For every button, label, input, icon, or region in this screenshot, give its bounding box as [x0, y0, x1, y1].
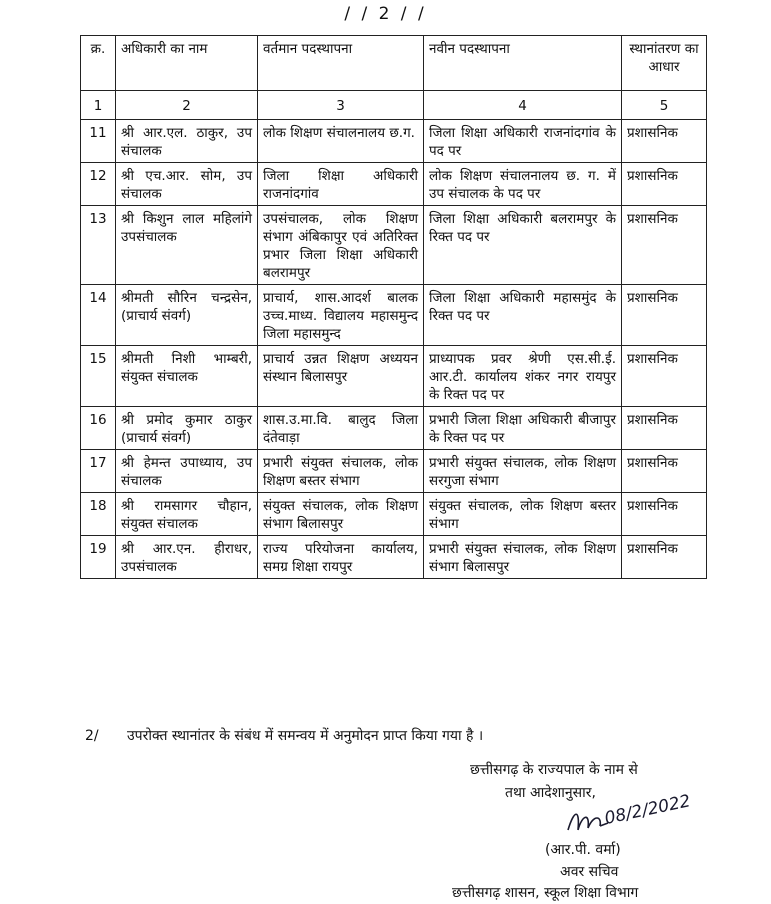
serial-cell: 15 — [81, 346, 116, 407]
signature-date: 08/2/2022 — [602, 791, 693, 829]
officer-name-cell: श्रीमती निशी भाम्बरी, संयुक्त संचालक — [116, 346, 258, 407]
current-posting-cell: लोक शिक्षण संचालनालय छ.ग. — [258, 120, 424, 163]
new-posting-cell: जिला शिक्षा अधिकारी बलरामपुर के रिक्त पद पर — [424, 206, 622, 285]
signature-line-1: छत्तीसगढ़ के राज्यपाल के नाम से — [470, 762, 638, 778]
transfer-basis-cell: प्रशासनिक — [622, 493, 707, 536]
table-row — [81, 493, 707, 536]
officer-name-cell: श्री हेमन्त उपाध्याय, उप संचालक — [116, 450, 258, 493]
officer-name-cell: श्री एच.आर. सोम, उप संचालक — [116, 163, 258, 206]
serial-cell: 18 — [81, 493, 116, 536]
signatory-department: छत्तीसगढ़ शासन, स्कूल शिक्षा विभाग — [452, 885, 639, 901]
transfer-basis-cell: प्रशासनिक — [622, 163, 707, 206]
new-posting-cell: प्रभारी संयुक्त संचालक, लोक शिक्षण संभाग बिलासपुर — [424, 536, 622, 579]
officer-name-cell: श्रीमती सौरिन चन्द्रसेन, (प्राचार्य संवर्ग) — [116, 285, 258, 346]
current-posting-cell: उपसंचालक, लोक शिक्षण संभाग अंबिकापुर एवं अतिरिक्त प्रभार जिला शिक्षा अधिकारी बलरामपुर — [258, 206, 424, 285]
current-posting-cell: जिला शिक्षा अधिकारी राजनांदगांव — [258, 163, 424, 206]
column-number: 4 — [424, 91, 622, 120]
officer-name-cell: श्री रामसागर चौहान, संयुक्त संचालक — [116, 493, 258, 536]
closing-text: उपरोक्त स्थानांतर के संबंध में समन्वय में अनुमोदन प्राप्त किया गया है । — [127, 728, 484, 744]
serial-cell: 17 — [81, 450, 116, 493]
transfer-basis-cell: प्रशासनिक — [622, 407, 707, 450]
transfer-basis-cell: प्रशासनिक — [622, 120, 707, 163]
new-posting-cell: लोक शिक्षण संचालनालय छ. ग. में उप संचालक के पद पर — [424, 163, 622, 206]
page-number: / / 2 / / — [344, 4, 427, 24]
column-number: 1 — [81, 91, 116, 120]
transfer-basis-cell: प्रशासनिक — [622, 536, 707, 579]
new-posting-cell: प्राध्यापक प्रवर श्रेणी एस.सी.ई. आर.टी. कार्यालय शंकर नगर रायपुर के रिक्त पद पर — [424, 346, 622, 407]
officer-name-cell: श्री किशुन लाल महिलांगे उपसंचालक — [116, 206, 258, 285]
officer-name-cell: श्री आर.एन. हीराधर, उपसंचालक — [116, 536, 258, 579]
transfer-basis-cell: प्रशासनिक — [622, 285, 707, 346]
table-header-row — [81, 36, 707, 91]
column-number-row — [81, 91, 707, 120]
table-row — [81, 163, 707, 206]
serial-cell: 11 — [81, 120, 116, 163]
serial-cell: 13 — [81, 206, 116, 285]
table-row — [81, 346, 707, 407]
paragraph-number: 2/ — [85, 728, 99, 744]
header-officer-name: अधिकारी का नाम — [116, 36, 258, 91]
new-posting-cell: संयुक्त संचालक, लोक शिक्षण बस्तर संभाग — [424, 493, 622, 536]
current-posting-cell: प्राचार्य, शास.आदर्श बालक उच्च.माध्य. विद्यालय महासमुन्द जिला महासमुन्द — [258, 285, 424, 346]
new-posting-cell: प्रभारी जिला शिक्षा अधिकारी बीजापुर के रिक्त पद पर — [424, 407, 622, 450]
current-posting-cell: संयुक्त संचालक, लोक शिक्षण संभाग बिलासपुर — [258, 493, 424, 536]
header-new-posting: नवीन पदस्थापना — [424, 36, 622, 91]
signatory-name: (आर.पी. वर्मा) — [545, 842, 621, 858]
serial-cell: 16 — [81, 407, 116, 450]
table-row — [81, 450, 707, 493]
table-row — [81, 206, 707, 285]
new-posting-cell: जिला शिक्षा अधिकारी राजनांदगांव के पद पर — [424, 120, 622, 163]
table-row — [81, 120, 707, 163]
serial-cell: 12 — [81, 163, 116, 206]
transfer-basis-cell: प्रशासनिक — [622, 206, 707, 285]
signatory-designation: अवर सचिव — [560, 864, 619, 880]
current-posting-cell: राज्य परियोजना कार्यालय, समग्र शिक्षा रायपुर — [258, 536, 424, 579]
serial-cell: 19 — [81, 536, 116, 579]
table-row — [81, 407, 707, 450]
new-posting-cell: प्रभारी संयुक्त संचालक, लोक शिक्षण सरगुजा संभाग — [424, 450, 622, 493]
table-row — [81, 536, 707, 579]
officer-name-cell: श्री प्रमोद कुमार ठाकुर (प्राचार्य संवर्ग) — [116, 407, 258, 450]
current-posting-cell: प्राचार्य उन्नत शिक्षण अध्ययन संस्थान बिलासपुर — [258, 346, 424, 407]
header-serial: क्र. — [81, 36, 116, 91]
transfer-basis-cell: प्रशासनिक — [622, 346, 707, 407]
column-number: 2 — [116, 91, 258, 120]
new-posting-cell: जिला शिक्षा अधिकारी महासमुंद के रिक्त पद पर — [424, 285, 622, 346]
officer-name-cell: श्री आर.एल. ठाकुर, उप संचालक — [116, 120, 258, 163]
transfer-table — [80, 35, 707, 579]
header-current-posting: वर्तमान पदस्थापना — [258, 36, 424, 91]
column-number: 5 — [622, 91, 707, 120]
handwritten-signature — [560, 790, 710, 840]
header-transfer-basis: स्थानांतरण का आधार — [622, 36, 707, 91]
transfer-basis-cell: प्रशासनिक — [622, 450, 707, 493]
signature-line-2: तथा आदेशानुसार, — [505, 785, 596, 801]
current-posting-cell: प्रभारी संयुक्त संचालक, लोक शिक्षण बस्तर संभाग — [258, 450, 424, 493]
table-row — [81, 285, 707, 346]
serial-cell: 14 — [81, 285, 116, 346]
closing-paragraph — [85, 726, 705, 745]
column-number: 3 — [258, 91, 424, 120]
current-posting-cell: शास.उ.मा.वि. बालुद जिला दंतेवाड़ा — [258, 407, 424, 450]
